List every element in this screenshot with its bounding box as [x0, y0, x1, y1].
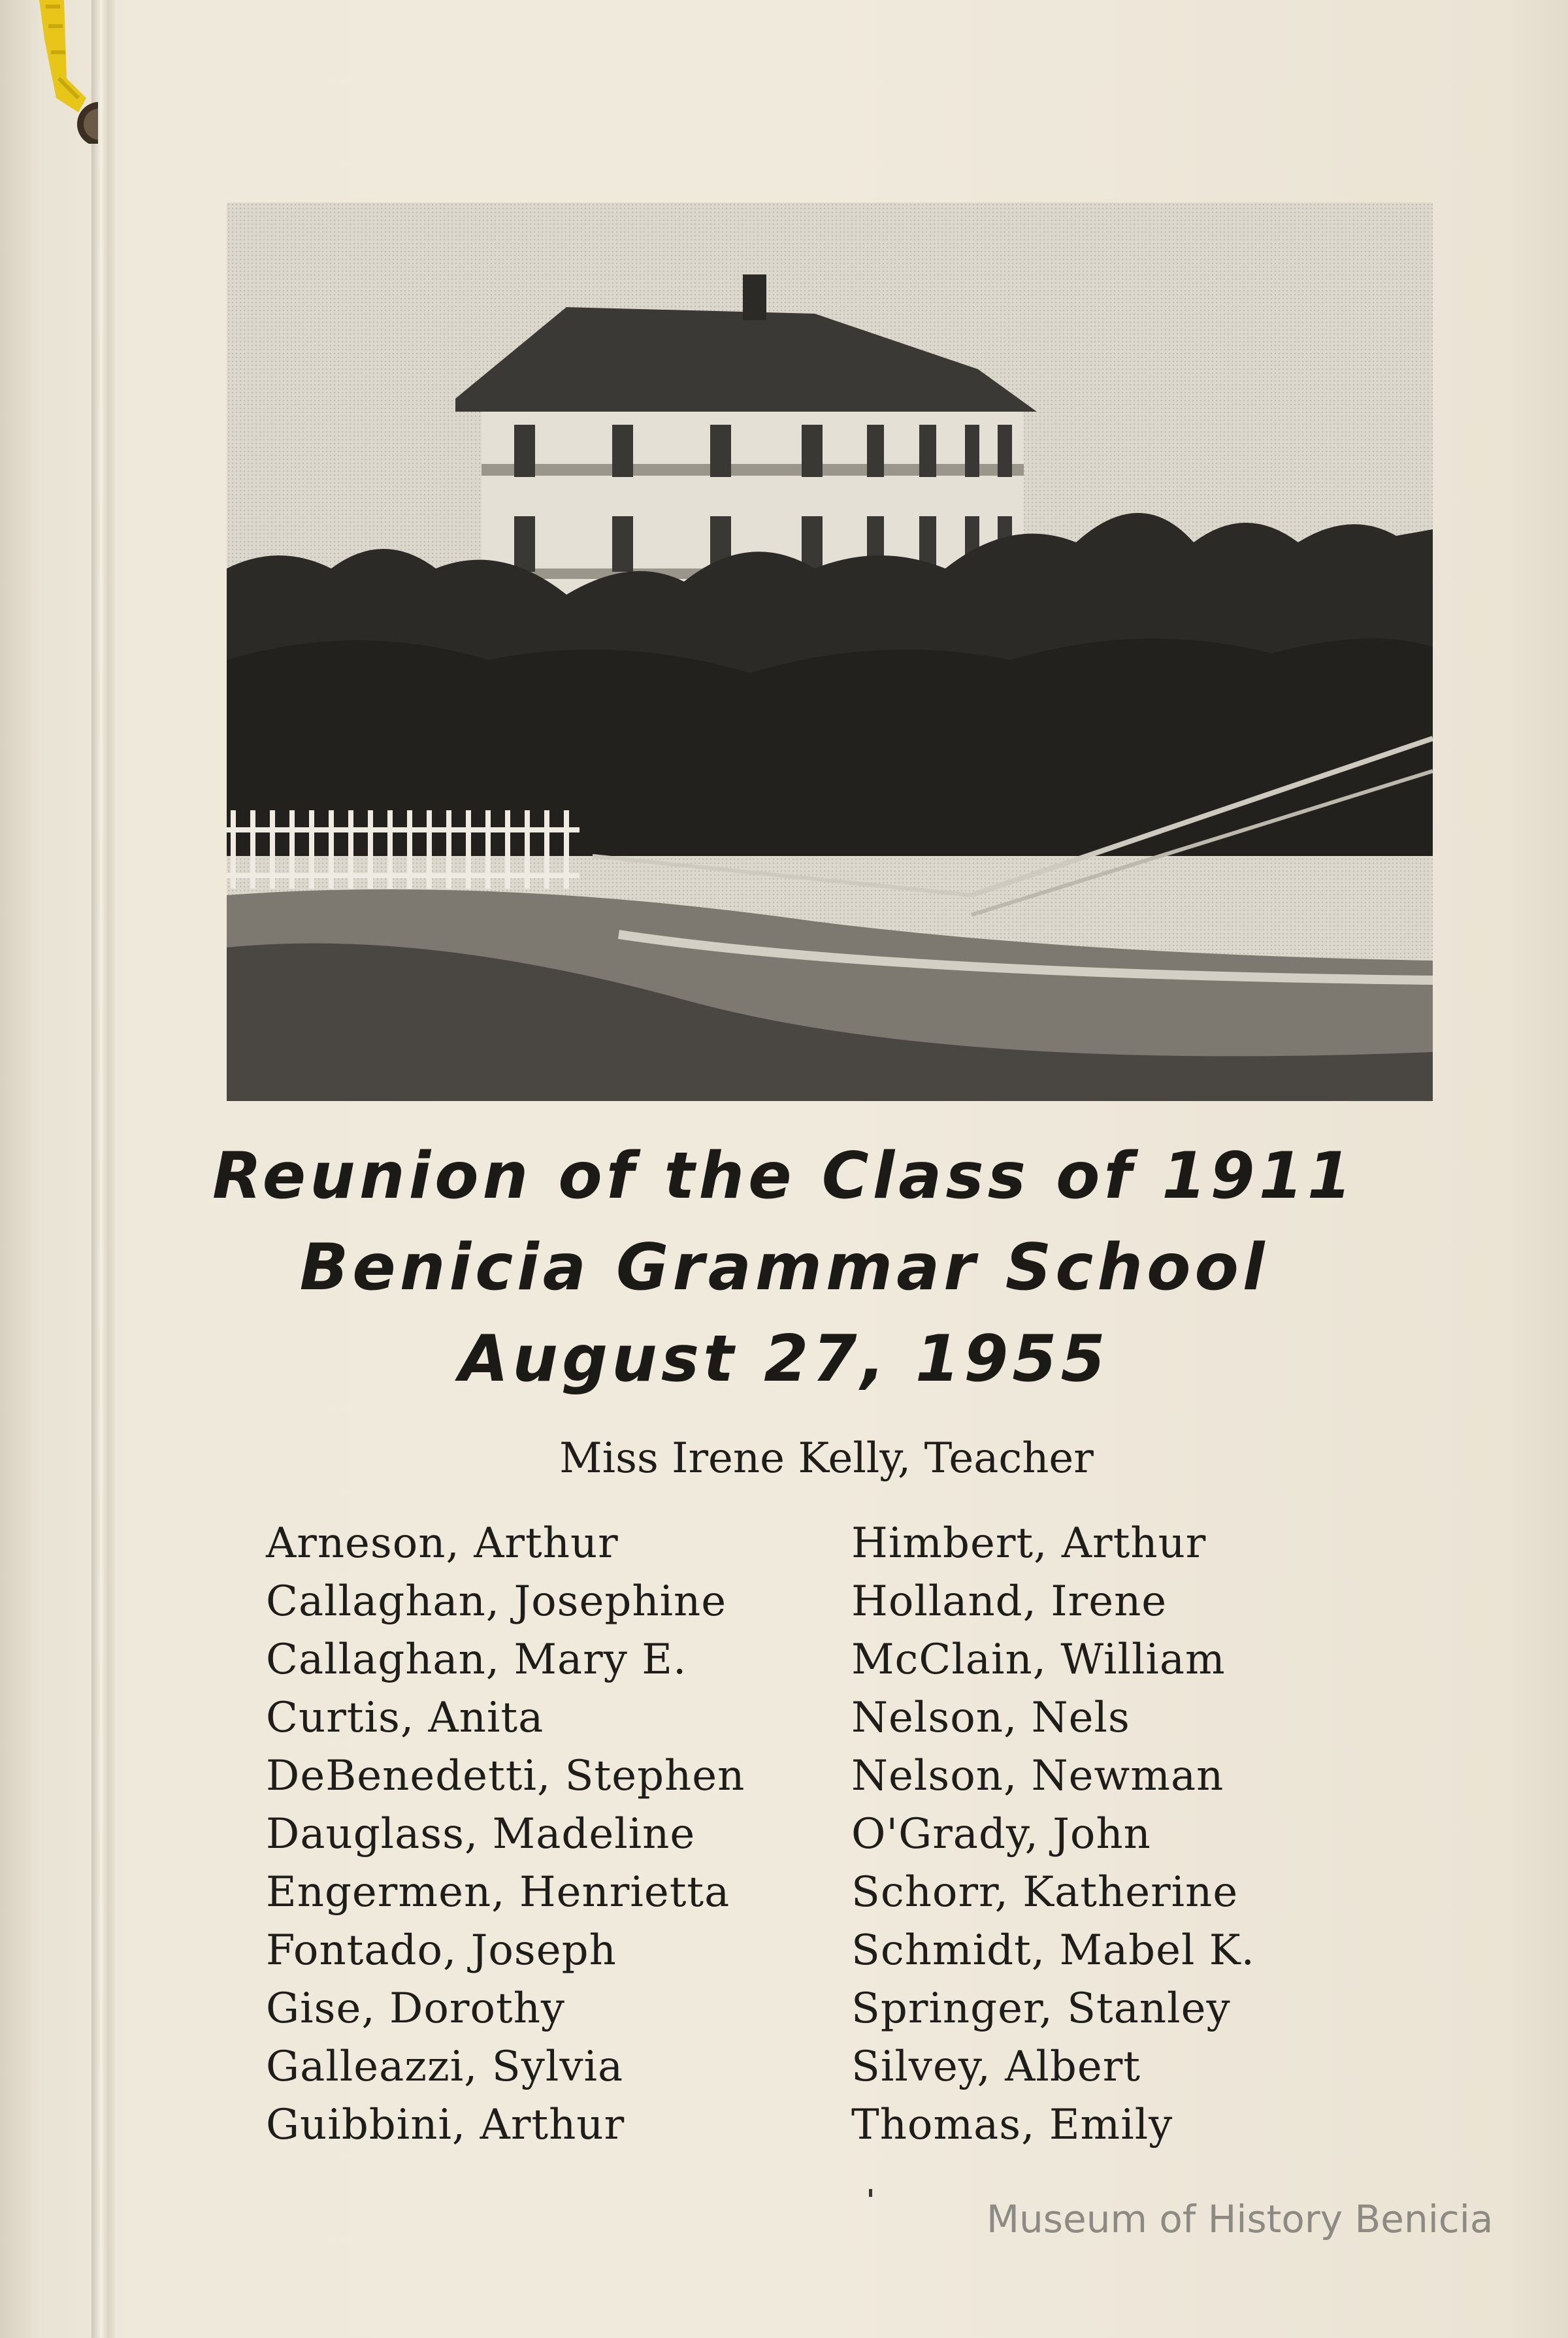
student-name: Schmidt, Mabel K.: [851, 1926, 1255, 1975]
student-name: Himbert, Arthur: [851, 1519, 1207, 1568]
student-name: Gise, Dorothy: [266, 1984, 566, 2033]
student-name: Arneson, Arthur: [266, 1519, 619, 1568]
student-name: Callaghan, Mary E.: [266, 1636, 687, 1684]
student-name: Silvey, Albert: [851, 2043, 1141, 2091]
heading-line-2: Benicia Grammar School: [299, 1230, 1269, 1305]
ribbon-tie: [26, 0, 98, 144]
student-name: Holland, Irene: [851, 1577, 1168, 1626]
student-name: Schorr, Katherine: [851, 1868, 1239, 1917]
student-name: Engermen, Henrietta: [266, 1868, 730, 1917]
heading-line-3: August 27, 1955: [459, 1322, 1109, 1396]
teacher-name: Miss Irene Kelly, Teacher: [559, 1434, 1094, 1483]
student-name: Guibbini, Arthur: [266, 2101, 625, 2149]
reunion-heading: [0, 1130, 1568, 1405]
student-name: Nelson, Newman: [851, 1752, 1224, 1800]
student-name: Fontado, Joseph: [266, 1926, 617, 1975]
student-name: Dauglass, Madeline: [266, 1810, 696, 1858]
student-name: Nelson, Nels: [851, 1694, 1130, 1742]
student-name: Galleazzi, Sylvia: [266, 2043, 624, 2091]
museum-watermark: Museum of History Benicia: [987, 2197, 1494, 2241]
student-name: Curtis, Anita: [266, 1694, 544, 1742]
school-building-photo: [227, 203, 1433, 1101]
student-name: O'Grady, John: [851, 1810, 1151, 1858]
student-name: Springer, Stanley: [851, 1984, 1231, 2033]
student-name: Thomas, Emily: [851, 2101, 1173, 2149]
ink-speck: [869, 2189, 872, 2197]
student-list-left: [266, 1515, 745, 2154]
student-name: DeBenedetti, Stephen: [266, 1752, 745, 1800]
heading-line-1: Reunion of the Class of 1911: [212, 1139, 1356, 1213]
student-name: Callaghan, Josephine: [266, 1577, 727, 1626]
student-list-right: [851, 1515, 1255, 2154]
student-name: McClain, William: [851, 1636, 1226, 1684]
